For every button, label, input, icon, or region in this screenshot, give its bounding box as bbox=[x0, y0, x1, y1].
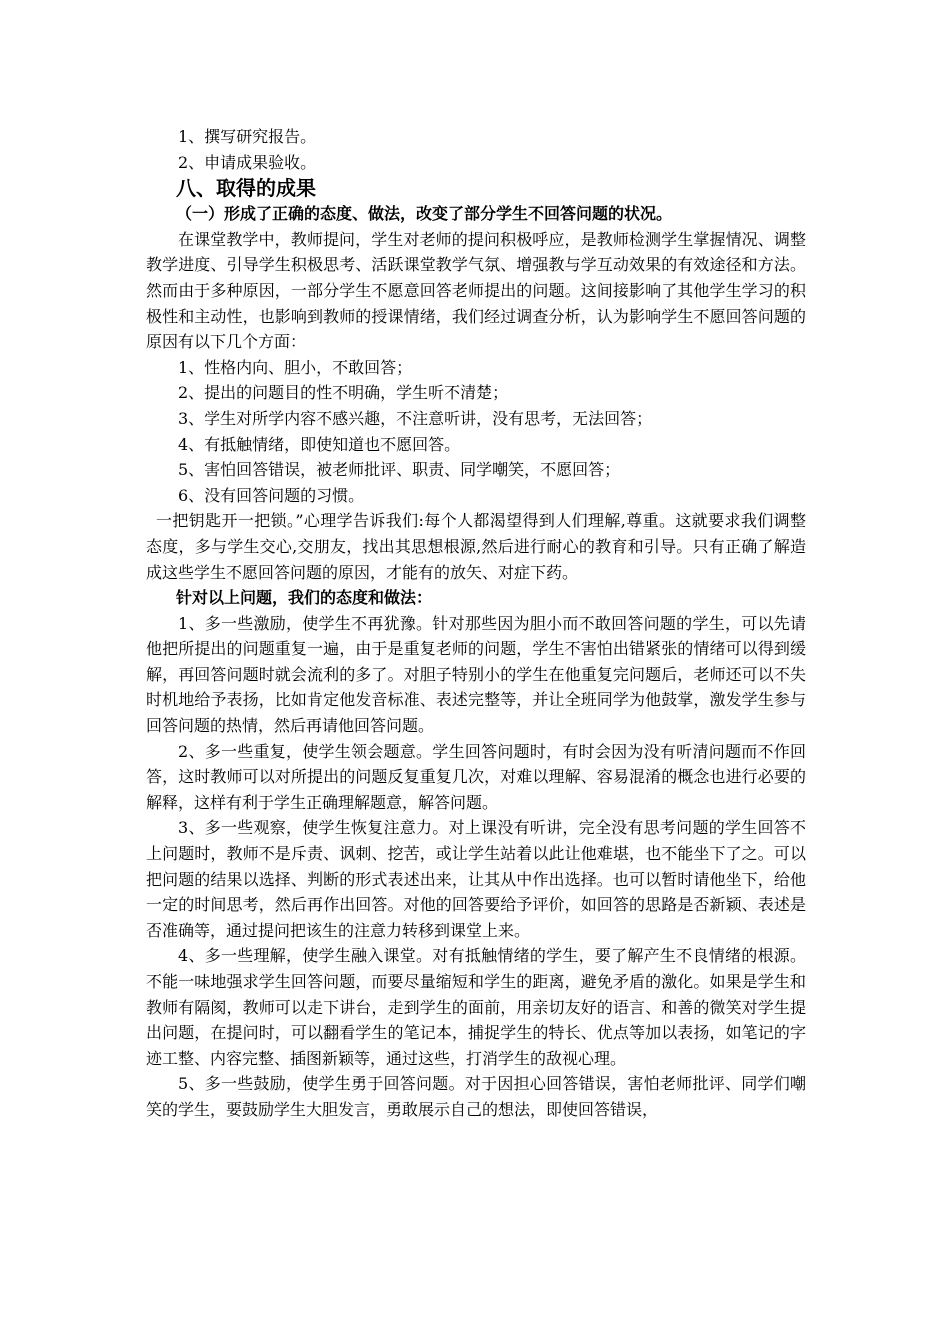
section-heading: 八、取得的成果 bbox=[176, 176, 316, 201]
approach-paragraph: 3、多一些观察，使学生恢复注意力。对上课没有听讲，完全没有思考问题的学生回答不上问题时，教师不是斥责、讽刺、挖苦，或让学生站着以此让他难堪，也不能坐下了之。可以把问题的结果以选择、判断的形式表述出来，让其从中作出选择。也可以暂时请他坐下，给他一定的时间思考，然后再作出回答。对他的回答要给予评价，如回答的思路是否新颖、表述是否准确等，通过提问把该生的注意力转移到课堂上来。 bbox=[146, 818, 806, 940]
reason-item: 2、提出的问题目的性不明确，学生听不清楚； bbox=[178, 383, 509, 403]
reason-item: 4、有抵触情绪，即使知道也不愿回答。 bbox=[178, 434, 461, 454]
document-body bbox=[146, 124, 806, 1123]
approach-paragraph: 1、多一些激励，使学生不再犹豫。针对那些因为胆小而不敢回答问题的学生，可以先请他把所提出的问题重复一遍，由于是重复老师的问题，学生不害怕出错紧张的情绪可以得到缓解，再回答问题时就会流利的多了。对胆子特别小的学生在他重复完问题后，老师还可以不失时机地给予表扬，比如肯定他发音标准、表述完整等，并让全班同学为他鼓掌，激发学生参与回答问题的热情，然后再请他回答问题。 bbox=[146, 613, 806, 736]
approach-paragraph: 5、多一些鼓励，使学生勇于回答问题。对于因担心回答错误，害怕老师批评、同学们嘲笑的学生，要鼓励学生大胆发言，勇敢展示自己的想法，即使回答错误， bbox=[146, 1074, 806, 1119]
intro-paragraph: 在课堂教学中，教师提问，学生对老师的提问积极呼应，是教师检测学生掌握情况、调整教学进度、引导学生积极思考、活跃课堂教学气氛、增强教与学互动效果的有效途径和方法。然而由于多种原因，一部分学生不愿意回答老师提出的问题。这间接影响了其他学生学习的积极性和主动性，也影响到教师的授课情绪，我们经过调查分析，认为影响学生不愿回答问题的原因有以下几个方面： bbox=[146, 229, 806, 352]
approach-paragraph: 2、多一些重复，使学生领会题意。学生回答问题时，有时会因为没有听清问题而不作回答，这时教师可以对所提出的问题反复重复几次，对难以理解、容易混淆的概念也进行必要的解释，这样有利于学生正确理解题意，解答问题。 bbox=[146, 741, 806, 812]
reason-item: 3、学生对所学内容不感兴趣，不注意听讲，没有思考，无法回答； bbox=[178, 408, 653, 428]
reason-item: 6、没有回答问题的习惯。 bbox=[178, 485, 365, 505]
step-item: 1、撰写研究报告。 bbox=[178, 127, 317, 146]
step-item: 2、申请成果验收。 bbox=[178, 152, 317, 172]
approach-heading: 针对以上问题，我们的态度和做法： bbox=[176, 588, 433, 608]
reason-item: 1、性格内向、胆小，不敢回答； bbox=[178, 357, 413, 377]
section-subheading: （一）形成了正确的态度、做法，改变了部分学生不回答问题的状况。 bbox=[176, 204, 673, 224]
quote-paragraph: 一把钥匙开一把锁。”心理学告诉我们:每个人都渴望得到人们理解,尊重。这就要求我们调整态度，多与学生交心,交朋友，找出其思想根源,然后进行耐心的教育和引导。只有正确了解造成这些学生不愿回答问题的原因，才能有的放矢、对症下药。 bbox=[146, 511, 806, 582]
reason-item: 5、害怕回答错误，被老师批评、职责、同学嘲笑，不愿回答； bbox=[178, 460, 621, 480]
approach-paragraph: 4、多一些理解，使学生融入课堂。对有抵触情绪的学生，要了解产生不良情绪的根源。不能一味地强求学生回答问题，而要尽量缩短和学生的距离，避免矛盾的激化。如果是学生和教师有隔阂，教师可以走下讲台，走到学生的面前，用亲切友好的语言、和善的微笑对学生提出问题，在提问时，可以翻看学生的笔记本，捕捉学生的特长、优点等加以表扬，如笔记的字迹工整、内容完整、插图新颖等，通过这些，打消学生的敌视心理。 bbox=[146, 946, 806, 1068]
